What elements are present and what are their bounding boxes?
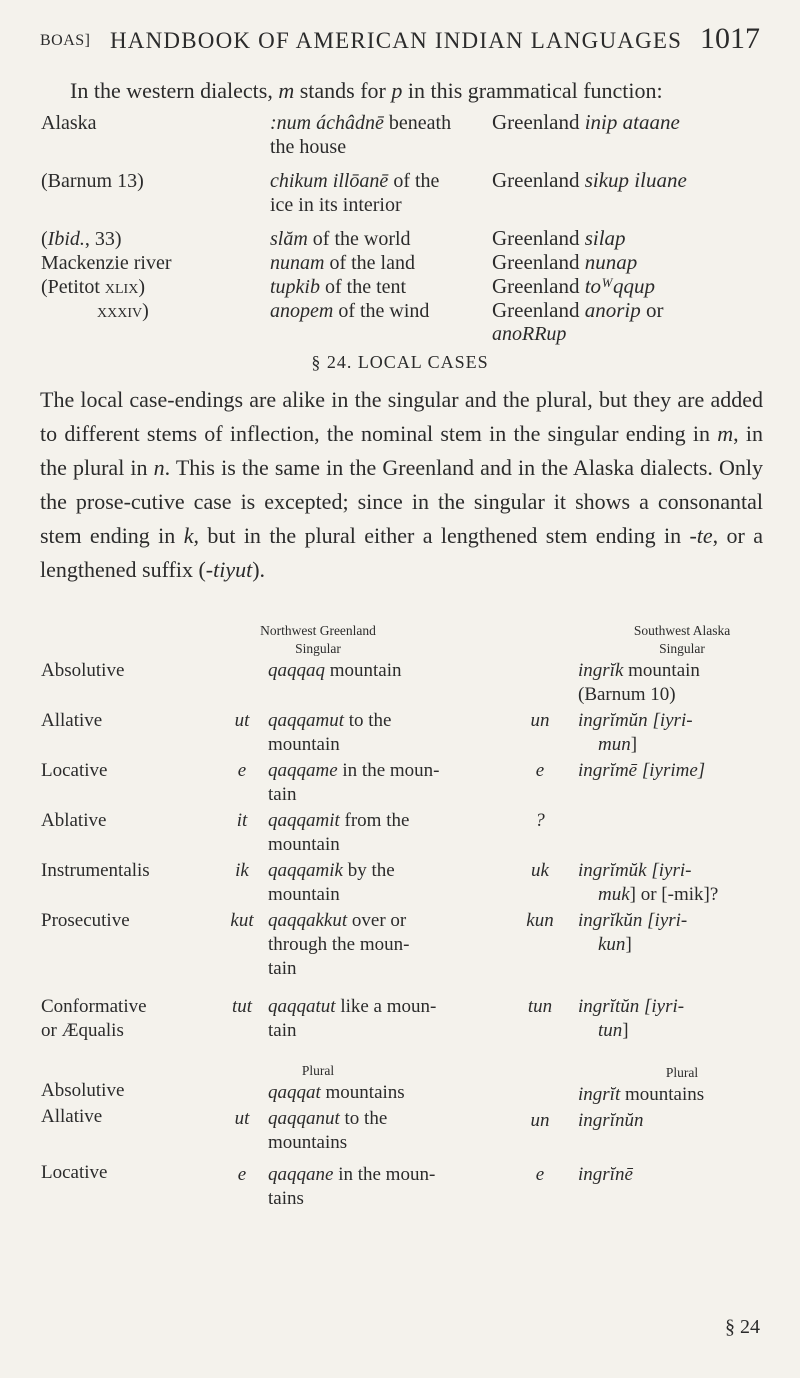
sw-ending: un: [530, 1110, 550, 1131]
nw-ending: ut: [234, 1108, 250, 1129]
sw-form: ingrĭt mountains: [578, 1084, 705, 1105]
dialect-form: chikum illōanē of the: [270, 170, 440, 192]
sw-note: kun]: [598, 934, 632, 955]
dialect-gloss: the house: [270, 136, 347, 158]
dialect-source: (Petitot xlix): [41, 276, 145, 298]
sw-form: ingrĭk mountain: [578, 660, 700, 681]
nw-form: qaqqat mountains: [268, 1082, 405, 1103]
sw-ending: e: [535, 760, 545, 781]
case-label: Prosecutive: [41, 910, 130, 931]
sw-ending: ?: [535, 810, 545, 831]
sw-form: ingrĭnē: [578, 1164, 633, 1185]
case-label: Instrumentalis: [41, 860, 150, 881]
section-heading: § 24. LOCAL CASES: [311, 352, 489, 372]
nw-form: qaqqanut to the: [268, 1108, 388, 1129]
column-header-nw-greenland: Northwest Greenland Singular: [260, 623, 376, 656]
case-label: Locative: [41, 1162, 108, 1183]
greenland-equivalent: Greenland toᵂqqup: [492, 274, 655, 298]
nw-ending: kut: [230, 910, 254, 931]
column-header-sw-alaska: Southwest Alaska Singular: [633, 623, 731, 656]
sw-form: ingrĭnŭn: [578, 1110, 644, 1131]
case-label: Allative: [41, 1106, 103, 1127]
greenland-equivalent: Greenland sikup iluane: [492, 168, 687, 192]
nw-ending: e: [237, 760, 247, 781]
sw-ending: un: [530, 710, 550, 731]
nw-form: qaqqamik by the: [268, 860, 395, 881]
dialect-source: Mackenzie river: [41, 252, 172, 274]
dialect-source: (Barnum 13): [41, 170, 144, 192]
dialect-source: (Ibid., 33): [41, 228, 122, 250]
footer-section-mark: § 24: [725, 1316, 760, 1338]
sw-note: muk] or [-mik]?: [598, 884, 719, 905]
nw-gloss: mountain: [268, 884, 340, 905]
nw-form: qaqqane in the moun-: [268, 1164, 436, 1185]
greenland-equivalent-alt: anoRRup: [492, 323, 567, 345]
case-label: Conformative: [41, 996, 147, 1017]
case-label: or Æqualis: [41, 1020, 124, 1041]
greenland-equivalent: Greenland inip ataane: [492, 110, 680, 134]
dialect-form: anopem of the wind: [270, 300, 430, 322]
nw-form: qaqqakkut over or: [268, 910, 407, 931]
intro-sentence: In the western dialects, m stands for p in this grammatical function:: [70, 78, 663, 103]
column-header-nw-plural: Plural: [301, 1063, 335, 1078]
nw-gloss: tain: [268, 784, 297, 805]
sw-note: tun]: [598, 1020, 629, 1041]
nw-ending: e: [237, 1164, 247, 1185]
nw-gloss: tains: [268, 1188, 304, 1209]
nw-form: qaqqamit from the: [268, 810, 410, 831]
sw-form: ingrĭtŭn [iyri-: [578, 996, 685, 1017]
running-head-author: BOAS]: [40, 32, 91, 49]
case-label: Absolutive: [41, 660, 125, 681]
case-label: Locative: [41, 760, 108, 781]
nw-form: qaqqaq mountain: [268, 660, 402, 681]
sw-note: mun]: [598, 734, 638, 755]
greenland-equivalent: Greenland silap: [492, 226, 626, 250]
column-header-sw-plural: Plural: [665, 1065, 699, 1080]
sw-form: ingrĭmŭn [iyri-: [578, 710, 693, 731]
dialect-form: tupkib of the tent: [270, 276, 407, 298]
nw-ending: ut: [234, 710, 250, 731]
nw-ending: tut: [231, 996, 253, 1017]
nw-ending: it: [236, 810, 248, 831]
dialect-form: nunam of the land: [270, 252, 415, 274]
case-label: Allative: [41, 710, 103, 731]
nw-gloss: tain: [268, 1020, 297, 1041]
sw-form: ingrĭkŭn [iyri-: [578, 910, 688, 931]
dialect-form: slăm of the world: [270, 228, 411, 250]
nw-gloss: mountain: [268, 834, 340, 855]
nw-form: qaqqame in the moun-: [268, 760, 440, 781]
body-paragraph: The local case-endings are alike in the singular and the plural, but they are added to different stems of inflection, the nominal stem in the singular ending in m, in the plural in n. This is the same in the Greenland and in the Alaska dialects. Only the prose-cutive case is excepted; since in the singular it shows a consonantal stem ending in k, but in the plural either a lengthened stem ending in -te, or a lengthened suffix (-tiyut).: [40, 387, 764, 582]
nw-form: qaqqamut to the: [268, 710, 392, 731]
nw-gloss: mountain: [268, 734, 340, 755]
sw-ending: kun: [526, 910, 554, 931]
page-number: 1017: [700, 22, 760, 55]
running-head-title: HANDBOOK OF AMERICAN INDIAN LANGUAGES: [110, 28, 683, 53]
nw-gloss: through the moun-: [268, 934, 410, 955]
nw-gloss: tain: [268, 958, 297, 979]
sw-ending: uk: [531, 860, 549, 881]
dialect-source: Alaska: [41, 112, 97, 134]
case-label: Ablative: [41, 810, 107, 831]
sw-form: ingrĭmē [iyrime]: [578, 760, 706, 781]
greenland-equivalent: Greenland nunap: [492, 250, 638, 274]
sw-ending: tun: [527, 996, 553, 1017]
nw-form: qaqqatut like a moun-: [268, 996, 437, 1017]
case-label: Absolutive: [41, 1080, 125, 1101]
dialect-gloss: ice in its interior: [270, 194, 402, 216]
greenland-equivalent: Greenland anorip or: [492, 298, 664, 322]
dialect-source: xxxiv): [97, 300, 149, 322]
sw-form: ingrĭmŭk [iyri-: [578, 860, 692, 881]
sw-ending: e: [535, 1164, 545, 1185]
nw-gloss: mountains: [268, 1132, 348, 1153]
sw-note: (Barnum 10): [578, 684, 676, 705]
dialect-form: :num áchâdnē beneath: [270, 112, 452, 134]
nw-ending: ik: [235, 860, 249, 881]
